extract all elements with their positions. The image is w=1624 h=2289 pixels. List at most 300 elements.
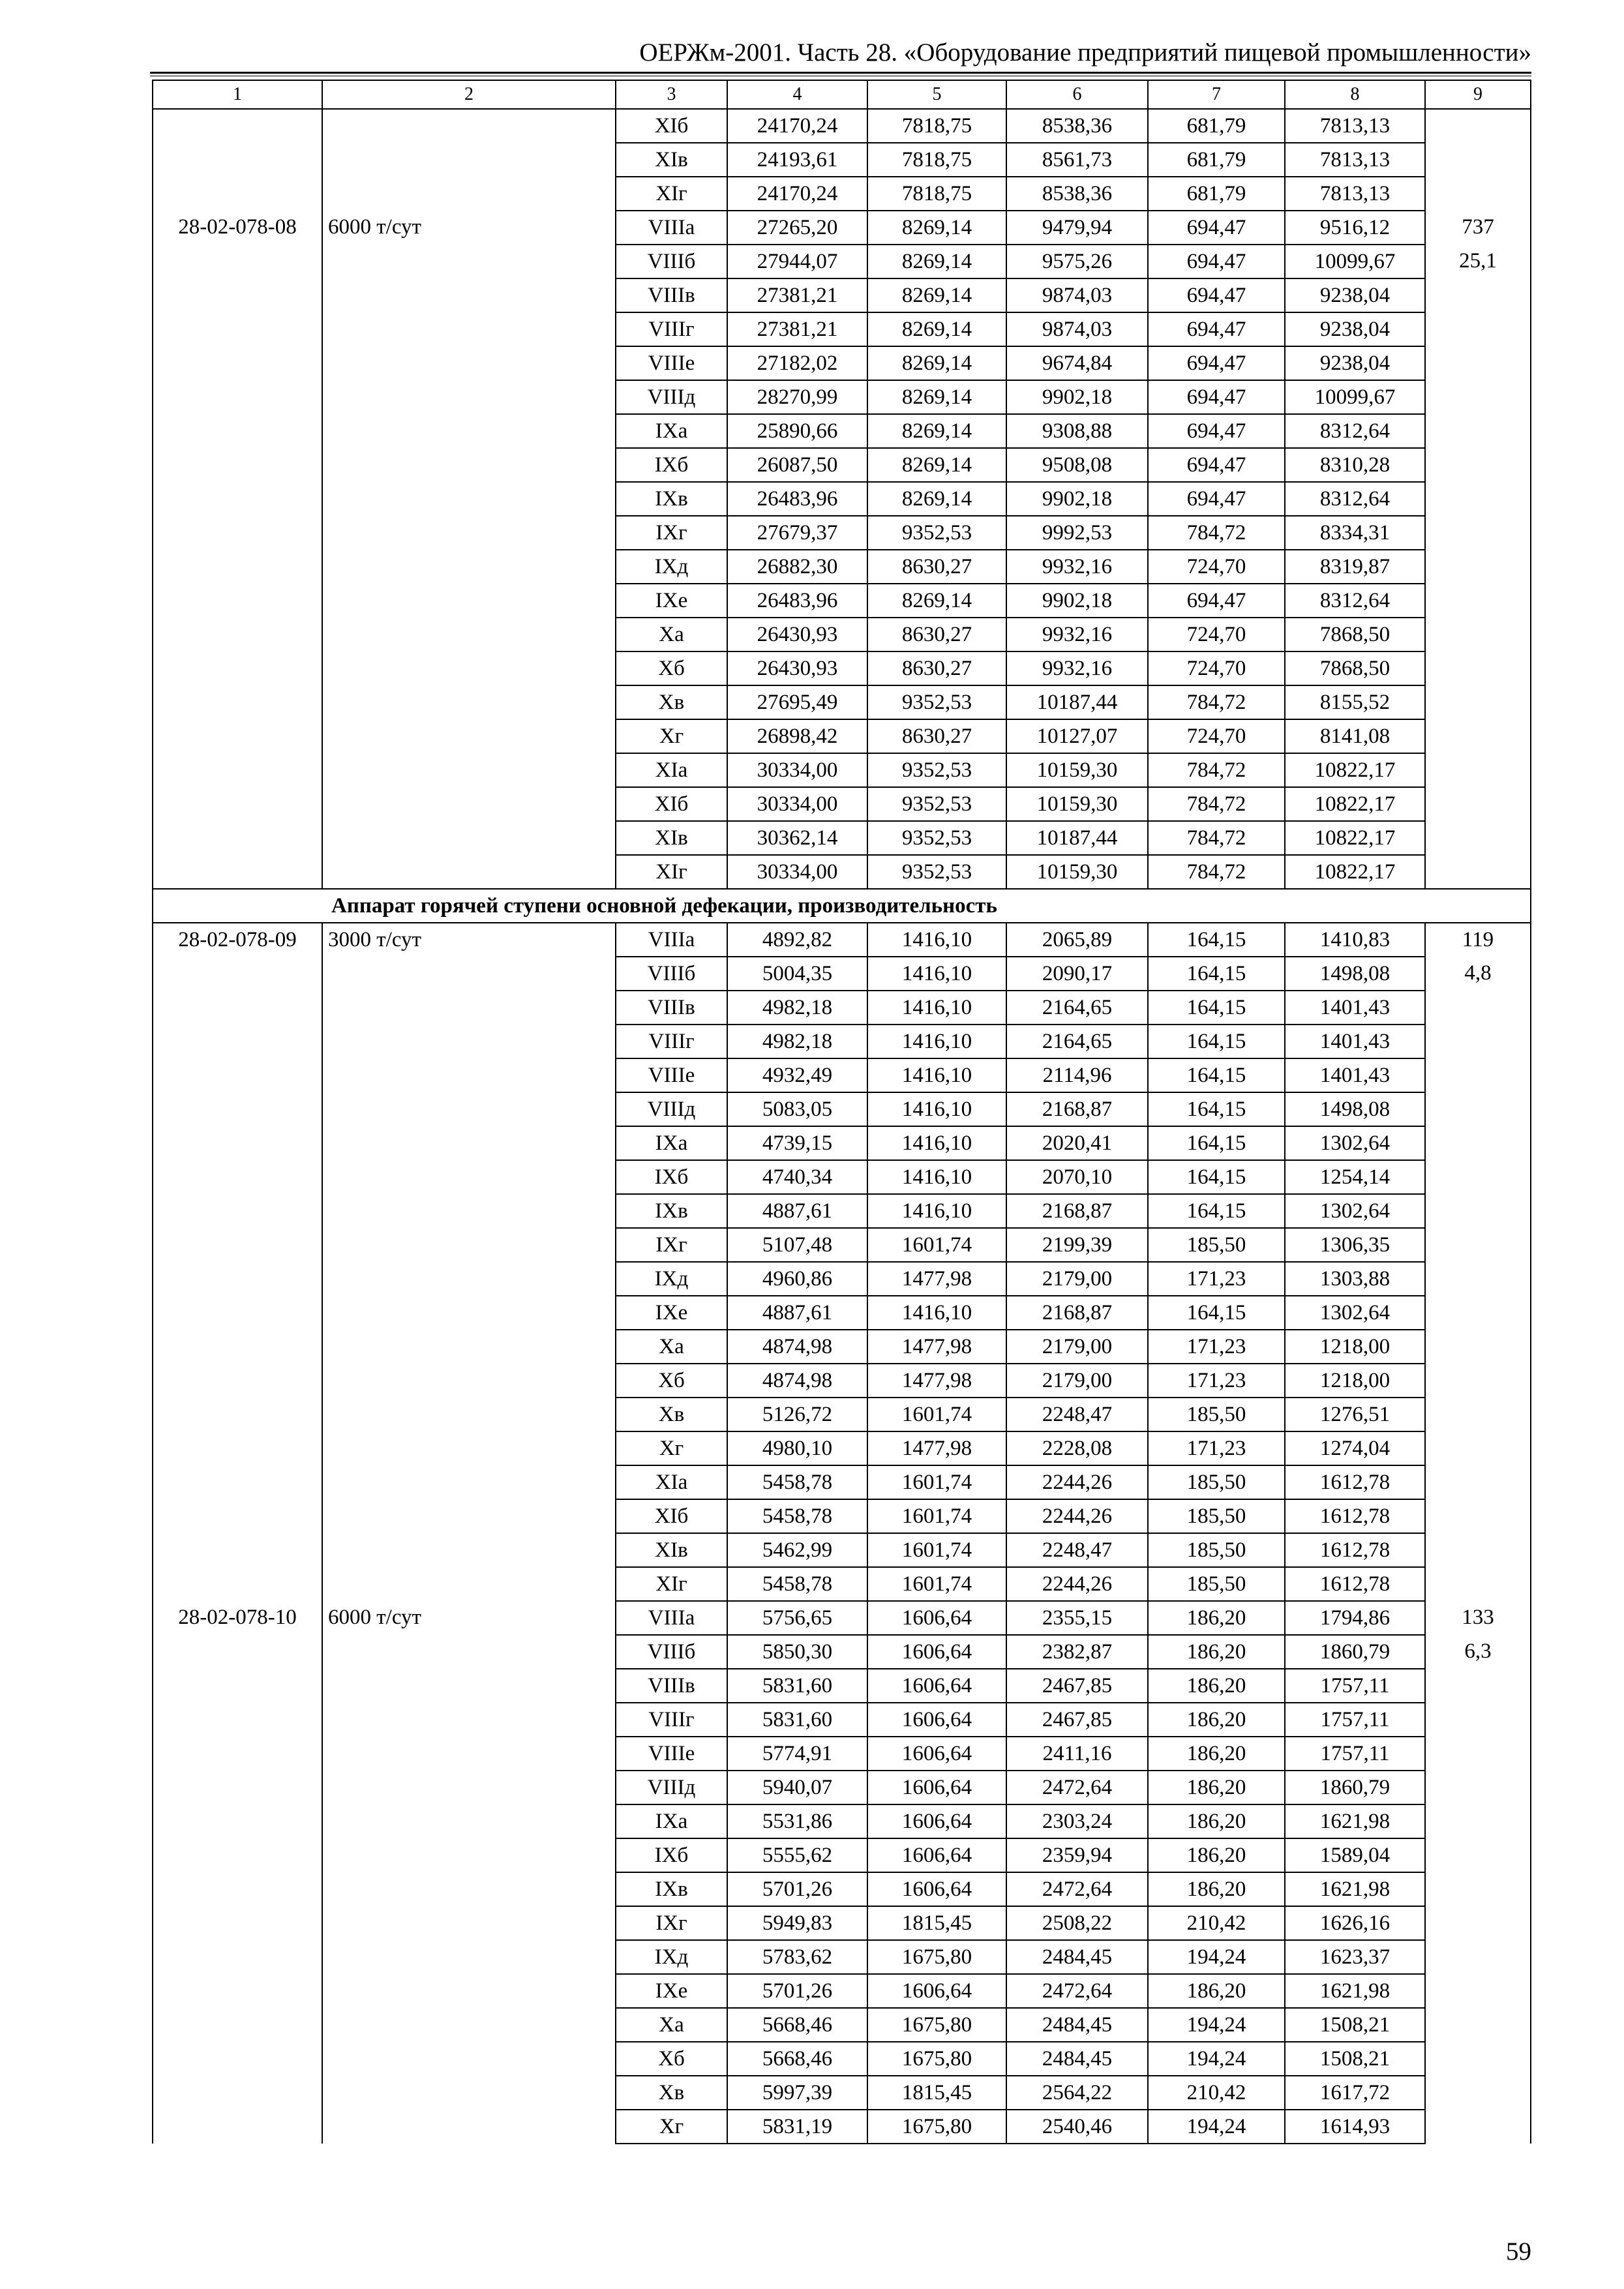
machines-cell: 2090,17: [1006, 957, 1148, 991]
grade-cell: IXв: [616, 482, 727, 516]
productivity-cell: [322, 1940, 616, 1974]
total-cost-cell: 4980,10: [727, 1431, 867, 1465]
total-cost-cell: 5701,26: [727, 1974, 867, 2008]
productivity-cell: [322, 1567, 616, 1601]
rate-code-cell: [153, 719, 322, 753]
wages-cell: 1416,10: [867, 1025, 1006, 1058]
productivity-cell: [322, 1838, 616, 1872]
rate-code-cell: [153, 550, 322, 584]
machines-cell: 2179,00: [1006, 1330, 1148, 1364]
wages-cell: 8269,14: [867, 312, 1006, 346]
table-row: [153, 278, 1531, 312]
machines-cell: 2564,22: [1006, 2076, 1148, 2110]
table-row: [153, 2110, 1531, 2144]
wages-cell: 7818,75: [867, 177, 1006, 211]
rate-code-cell: [153, 1126, 322, 1160]
machinist-wages-cell: 164,15: [1148, 991, 1285, 1025]
grade-cell: VIIIб: [616, 1635, 727, 1669]
grade-cell: VIIIе: [616, 1058, 727, 1092]
productivity-cell: 6000 т/сут: [322, 211, 616, 245]
rate-code-cell: [153, 245, 322, 278]
machines-cell: 2467,85: [1006, 1669, 1148, 1703]
machinist-wages-cell: 694,47: [1148, 448, 1285, 482]
productivity-cell: [322, 516, 616, 550]
wages-cell: 1606,64: [867, 1601, 1006, 1635]
grade-cell: VIIIв: [616, 1669, 727, 1703]
grade-cell: XIв: [616, 821, 727, 855]
labor-cost-cell: [1425, 1262, 1531, 1296]
wages-cell: 9352,53: [867, 753, 1006, 787]
grade-cell: VIIIг: [616, 312, 727, 346]
table-row: [153, 1974, 1531, 2008]
materials-cell: 1276,51: [1285, 1398, 1425, 1431]
grade-cell: VIIIд: [616, 380, 727, 414]
rate-code-cell: [153, 278, 322, 312]
materials-cell: 9516,12: [1285, 211, 1425, 245]
table-row: [153, 1296, 1531, 1330]
wages-cell: 8269,14: [867, 482, 1006, 516]
machinist-wages-cell: 185,50: [1148, 1499, 1285, 1533]
table-row: [153, 109, 1531, 143]
materials-cell: 1621,98: [1285, 1974, 1425, 2008]
productivity-cell: [322, 1499, 616, 1533]
machines-cell: 9674,84: [1006, 346, 1148, 380]
grade-cell: XIв: [616, 143, 727, 177]
grade-cell: VIIIе: [616, 346, 727, 380]
productivity-cell: [322, 245, 616, 278]
wages-cell: 1601,74: [867, 1228, 1006, 1262]
labor-cost-cell: [1425, 618, 1531, 651]
machines-cell: 2168,87: [1006, 1092, 1148, 1126]
grade-cell: VIIIв: [616, 278, 727, 312]
materials-cell: 8312,64: [1285, 584, 1425, 618]
machines-cell: 2303,24: [1006, 1804, 1148, 1838]
wages-cell: 1416,10: [867, 957, 1006, 991]
productivity-cell: 3000 т/сут: [322, 923, 616, 957]
machinist-wages-cell: 194,24: [1148, 1940, 1285, 1974]
total-cost-cell: 27381,21: [727, 278, 867, 312]
materials-cell: 1860,79: [1285, 1771, 1425, 1804]
materials-cell: 1303,88: [1285, 1262, 1425, 1296]
productivity-cell: [322, 2076, 616, 2110]
table-row: [153, 787, 1531, 821]
machinist-wages-cell: 724,70: [1148, 651, 1285, 685]
grade-cell: Xв: [616, 1398, 727, 1431]
machines-cell: 2484,45: [1006, 1940, 1148, 1974]
table-row: [153, 957, 1531, 991]
labor-cost-cell: [1425, 1025, 1531, 1058]
labor-cost-cell: [1425, 414, 1531, 448]
labor-cost-cell: [1425, 346, 1531, 380]
rate-code-cell: 28-02-078-09: [153, 923, 322, 957]
materials-cell: 9238,04: [1285, 312, 1425, 346]
rate-code-cell: [153, 1364, 322, 1398]
wages-cell: 1477,98: [867, 1262, 1006, 1296]
grade-cell: IXе: [616, 1974, 727, 2008]
wages-cell: 8269,14: [867, 245, 1006, 278]
total-cost-cell: 27944,07: [727, 245, 867, 278]
materials-cell: 8312,64: [1285, 482, 1425, 516]
total-cost-cell: 25890,66: [727, 414, 867, 448]
labor-cost-cell: [1425, 1703, 1531, 1737]
machines-cell: 9932,16: [1006, 550, 1148, 584]
rate-code-cell: [153, 482, 322, 516]
productivity-cell: [322, 1126, 616, 1160]
table-row: [153, 1872, 1531, 1906]
productivity-cell: [322, 1364, 616, 1398]
productivity-cell: [322, 821, 616, 855]
section-row: [153, 889, 1531, 923]
productivity-cell: [322, 1092, 616, 1126]
total-cost-cell: 4932,49: [727, 1058, 867, 1092]
materials-cell: 1757,11: [1285, 1703, 1425, 1737]
machinist-wages-cell: 186,20: [1148, 1737, 1285, 1771]
wages-cell: 8269,14: [867, 380, 1006, 414]
materials-cell: 10099,67: [1285, 245, 1425, 278]
grade-cell: IXг: [616, 1906, 727, 1940]
materials-cell: 1498,08: [1285, 1092, 1425, 1126]
wages-cell: 8269,14: [867, 414, 1006, 448]
machinist-wages-cell: 694,47: [1148, 312, 1285, 346]
productivity-cell: [322, 1330, 616, 1364]
productivity-cell: [322, 1771, 616, 1804]
wages-cell: 1416,10: [867, 1296, 1006, 1330]
grade-cell: VIIIд: [616, 1092, 727, 1126]
materials-cell: 1401,43: [1285, 1025, 1425, 1058]
productivity-cell: [322, 1533, 616, 1567]
table-row: [153, 584, 1531, 618]
machinist-wages-cell: 164,15: [1148, 1092, 1285, 1126]
productivity-cell: [322, 414, 616, 448]
machinist-wages-cell: 186,20: [1148, 1703, 1285, 1737]
total-cost-cell: 30334,00: [727, 753, 867, 787]
wages-cell: 1601,74: [867, 1567, 1006, 1601]
materials-cell: 1626,16: [1285, 1906, 1425, 1940]
labor-cost-cell: [1425, 1838, 1531, 1872]
table-row: [153, 1601, 1531, 1635]
productivity-cell: [322, 448, 616, 482]
wages-cell: 1477,98: [867, 1431, 1006, 1465]
productivity-cell: 6000 т/сут: [322, 1601, 616, 1635]
rate-code-cell: [153, 1737, 322, 1771]
materials-cell: 1794,86: [1285, 1601, 1425, 1635]
rate-code-cell: 28-02-078-08: [153, 211, 322, 245]
machinist-wages-cell: 681,79: [1148, 109, 1285, 143]
column-number: 9: [1425, 80, 1531, 109]
productivity-cell: [322, 1398, 616, 1431]
machinist-wages-cell: 164,15: [1148, 1025, 1285, 1058]
rate-code-cell: [153, 1431, 322, 1465]
grade-cell: IXе: [616, 1296, 727, 1330]
materials-cell: 1589,04: [1285, 1838, 1425, 1872]
wages-cell: 1477,98: [867, 1330, 1006, 1364]
machinist-wages-cell: 784,72: [1148, 753, 1285, 787]
materials-cell: 7813,13: [1285, 109, 1425, 143]
total-cost-cell: 5850,30: [727, 1635, 867, 1669]
productivity-cell: [322, 550, 616, 584]
wages-cell: 9352,53: [867, 821, 1006, 855]
total-cost-cell: 4982,18: [727, 991, 867, 1025]
rate-code-cell: 28-02-078-10: [153, 1601, 322, 1635]
total-cost-cell: 5458,78: [727, 1499, 867, 1533]
machines-cell: 2508,22: [1006, 1906, 1148, 1940]
labor-cost-cell: [1425, 1228, 1531, 1262]
productivity-cell: [322, 1465, 616, 1499]
machines-cell: 2248,47: [1006, 1398, 1148, 1431]
total-cost-cell: 5668,46: [727, 2042, 867, 2076]
wages-cell: 1416,10: [867, 1194, 1006, 1228]
wages-cell: 1675,80: [867, 1940, 1006, 1974]
labor-cost-cell: [1425, 109, 1531, 143]
rate-code-cell: [153, 1771, 322, 1804]
machinist-wages-cell: 186,20: [1148, 1974, 1285, 2008]
machines-cell: 9902,18: [1006, 482, 1148, 516]
materials-cell: 7868,50: [1285, 618, 1425, 651]
machinist-wages-cell: 186,20: [1148, 1771, 1285, 1804]
total-cost-cell: 5997,39: [727, 2076, 867, 2110]
labor-cost-cell: [1425, 1092, 1531, 1126]
table-row: [153, 346, 1531, 380]
table-row: [153, 1838, 1531, 1872]
table-row: [153, 380, 1531, 414]
materials-cell: 1621,98: [1285, 1804, 1425, 1838]
labor-cost-cell: [1425, 550, 1531, 584]
machinist-wages-cell: 164,15: [1148, 1160, 1285, 1194]
machinist-wages-cell: 681,79: [1148, 177, 1285, 211]
wages-cell: 1606,64: [867, 1771, 1006, 1804]
table-row: [153, 753, 1531, 787]
table-row: [153, 991, 1531, 1025]
rate-code-cell: [153, 1838, 322, 1872]
materials-cell: 8310,28: [1285, 448, 1425, 482]
rates-table: [152, 80, 1531, 2144]
labor-cost-cell: [1425, 2042, 1531, 2076]
wages-cell: 1675,80: [867, 2008, 1006, 2042]
wages-cell: 8630,27: [867, 719, 1006, 753]
rate-code-cell: [153, 1567, 322, 1601]
grade-cell: VIIIг: [616, 1703, 727, 1737]
labor-cost-cell: [1425, 1126, 1531, 1160]
total-cost-cell: 27381,21: [727, 312, 867, 346]
materials-cell: 1498,08: [1285, 957, 1425, 991]
labor-cost-cell: [1425, 1160, 1531, 1194]
rate-code-cell: [153, 1804, 322, 1838]
labor-cost-cell: [1425, 1058, 1531, 1092]
grade-cell: XIг: [616, 855, 727, 889]
rate-code-cell: [153, 1058, 322, 1092]
grade-cell: Xб: [616, 651, 727, 685]
productivity-cell: [322, 1228, 616, 1262]
machinist-wages-cell: 694,47: [1148, 414, 1285, 448]
rate-code-cell: [153, 1398, 322, 1431]
section-title: Аппарат горячей ступени основной дефекации, производительность: [153, 889, 1531, 923]
rate-code-cell: [153, 618, 322, 651]
machinist-wages-cell: 186,20: [1148, 1872, 1285, 1906]
productivity-cell: [322, 109, 616, 143]
wages-cell: 8269,14: [867, 346, 1006, 380]
machines-cell: 2168,87: [1006, 1194, 1148, 1228]
table-row: [153, 211, 1531, 245]
table-row: [153, 482, 1531, 516]
machinist-wages-cell: 694,47: [1148, 584, 1285, 618]
grade-cell: VIIIб: [616, 245, 727, 278]
productivity-cell: [322, 1737, 616, 1771]
machines-cell: 2484,45: [1006, 2008, 1148, 2042]
wages-cell: 1416,10: [867, 923, 1006, 957]
grade-cell: Xб: [616, 1364, 727, 1398]
productivity-cell: [322, 1262, 616, 1296]
grade-cell: Xг: [616, 719, 727, 753]
table-row: [153, 1906, 1531, 1940]
grade-cell: XIа: [616, 753, 727, 787]
materials-cell: 1401,43: [1285, 1058, 1425, 1092]
rate-code-cell: [153, 1635, 322, 1669]
materials-cell: 1860,79: [1285, 1635, 1425, 1669]
grade-cell: IXе: [616, 584, 727, 618]
wages-cell: 9352,53: [867, 787, 1006, 821]
rate-code-cell: [153, 1228, 322, 1262]
wages-cell: 1815,45: [867, 1906, 1006, 1940]
table-row: [153, 855, 1531, 889]
rate-code-cell: [153, 2110, 322, 2144]
rate-code-cell: [153, 2076, 322, 2110]
machines-cell: 9932,16: [1006, 618, 1148, 651]
rate-code-cell: [153, 1974, 322, 2008]
total-cost-cell: 26898,42: [727, 719, 867, 753]
wages-cell: 8630,27: [867, 550, 1006, 584]
grade-cell: VIIIг: [616, 1025, 727, 1058]
machinist-wages-cell: 185,50: [1148, 1465, 1285, 1499]
grade-cell: Xа: [616, 618, 727, 651]
table-row: [153, 1431, 1531, 1465]
machinist-wages-cell: 164,15: [1148, 1126, 1285, 1160]
rate-code-cell: [153, 1669, 322, 1703]
table-row: [153, 651, 1531, 685]
labor-cost-cell: [1425, 448, 1531, 482]
grade-cell: Xг: [616, 2110, 727, 2144]
machines-cell: 2179,00: [1006, 1364, 1148, 1398]
labor-cost-cell: [1425, 821, 1531, 855]
wages-cell: 7818,75: [867, 143, 1006, 177]
total-cost-cell: 5668,46: [727, 2008, 867, 2042]
labor-cost-cell: [1425, 1533, 1531, 1567]
machines-cell: 9992,53: [1006, 516, 1148, 550]
wages-cell: 8630,27: [867, 651, 1006, 685]
grade-cell: IXб: [616, 1838, 727, 1872]
machinist-wages-cell: 185,50: [1148, 1228, 1285, 1262]
machines-cell: 9874,03: [1006, 278, 1148, 312]
rate-code-cell: [153, 821, 322, 855]
total-cost-cell: 27679,37: [727, 516, 867, 550]
table-row: [153, 1262, 1531, 1296]
labor-cost-cell: [1425, 380, 1531, 414]
rate-code-cell: [153, 1025, 322, 1058]
total-cost-cell: 27182,02: [727, 346, 867, 380]
machinist-wages-cell: 171,23: [1148, 1431, 1285, 1465]
wages-cell: 1601,74: [867, 1499, 1006, 1533]
grade-cell: VIIIа: [616, 1601, 727, 1635]
machinist-wages-cell: 186,20: [1148, 1601, 1285, 1635]
labor-cost-cell: [1425, 719, 1531, 753]
total-cost-cell: 24170,24: [727, 109, 867, 143]
labor-cost-cell: [1425, 1567, 1531, 1601]
total-cost-cell: 5531,86: [727, 1804, 867, 1838]
machines-cell: 10159,30: [1006, 855, 1148, 889]
labor-cost-cell: 737: [1425, 211, 1531, 245]
materials-cell: 1757,11: [1285, 1737, 1425, 1771]
table-row: [153, 448, 1531, 482]
productivity-cell: [322, 1906, 616, 1940]
table-row: [153, 1364, 1531, 1398]
materials-cell: 7868,50: [1285, 651, 1425, 685]
total-cost-cell: 26483,96: [727, 584, 867, 618]
machines-cell: 2484,45: [1006, 2042, 1148, 2076]
wages-cell: 1416,10: [867, 1126, 1006, 1160]
wages-cell: 1606,64: [867, 1838, 1006, 1872]
wages-cell: 1416,10: [867, 1058, 1006, 1092]
productivity-cell: [322, 482, 616, 516]
productivity-cell: [322, 787, 616, 821]
machinist-wages-cell: 784,72: [1148, 685, 1285, 719]
rate-code-cell: [153, 787, 322, 821]
column-number: 2: [322, 80, 616, 109]
materials-cell: 1302,64: [1285, 1126, 1425, 1160]
machines-cell: 10159,30: [1006, 753, 1148, 787]
productivity-cell: [322, 1025, 616, 1058]
machines-cell: 10159,30: [1006, 787, 1148, 821]
labor-cost-cell: [1425, 2008, 1531, 2042]
productivity-cell: [322, 1872, 616, 1906]
labor-cost-cell: [1425, 177, 1531, 211]
materials-cell: 1757,11: [1285, 1669, 1425, 1703]
materials-cell: 1621,98: [1285, 1872, 1425, 1906]
column-number: 8: [1285, 80, 1425, 109]
table-row: [153, 821, 1531, 855]
rate-code-cell: [153, 1092, 322, 1126]
table-row: [153, 1533, 1531, 1567]
productivity-cell: [322, 2110, 616, 2144]
grade-cell: XIг: [616, 1567, 727, 1601]
rate-code-cell: [153, 1194, 322, 1228]
machinist-wages-cell: 724,70: [1148, 550, 1285, 584]
total-cost-cell: 5458,78: [727, 1465, 867, 1499]
labor-cost-cell: [1425, 685, 1531, 719]
materials-cell: 1614,93: [1285, 2110, 1425, 2144]
labor-cost-cell: [1425, 1330, 1531, 1364]
labor-cost-cell: [1425, 516, 1531, 550]
rate-code-cell: [153, 312, 322, 346]
table-row: [153, 2042, 1531, 2076]
total-cost-cell: 5756,65: [727, 1601, 867, 1635]
labor-cost-cell: 119: [1425, 923, 1531, 957]
table-row: [153, 1771, 1531, 1804]
machines-cell: 2244,26: [1006, 1567, 1148, 1601]
grade-cell: Xв: [616, 2076, 727, 2110]
wages-cell: 1606,64: [867, 1872, 1006, 1906]
machinist-wages-cell: 194,24: [1148, 2042, 1285, 2076]
machinist-wages-cell: 164,15: [1148, 923, 1285, 957]
table-row: [153, 1025, 1531, 1058]
grade-cell: Xг: [616, 1431, 727, 1465]
rate-code-cell: [153, 1465, 322, 1499]
total-cost-cell: 4874,98: [727, 1364, 867, 1398]
machines-cell: 2164,65: [1006, 991, 1148, 1025]
labor-cost-cell: [1425, 1364, 1531, 1398]
table-row: [153, 177, 1531, 211]
wages-cell: 1675,80: [867, 2110, 1006, 2144]
wages-cell: 1606,64: [867, 1804, 1006, 1838]
materials-cell: 1302,64: [1285, 1296, 1425, 1330]
